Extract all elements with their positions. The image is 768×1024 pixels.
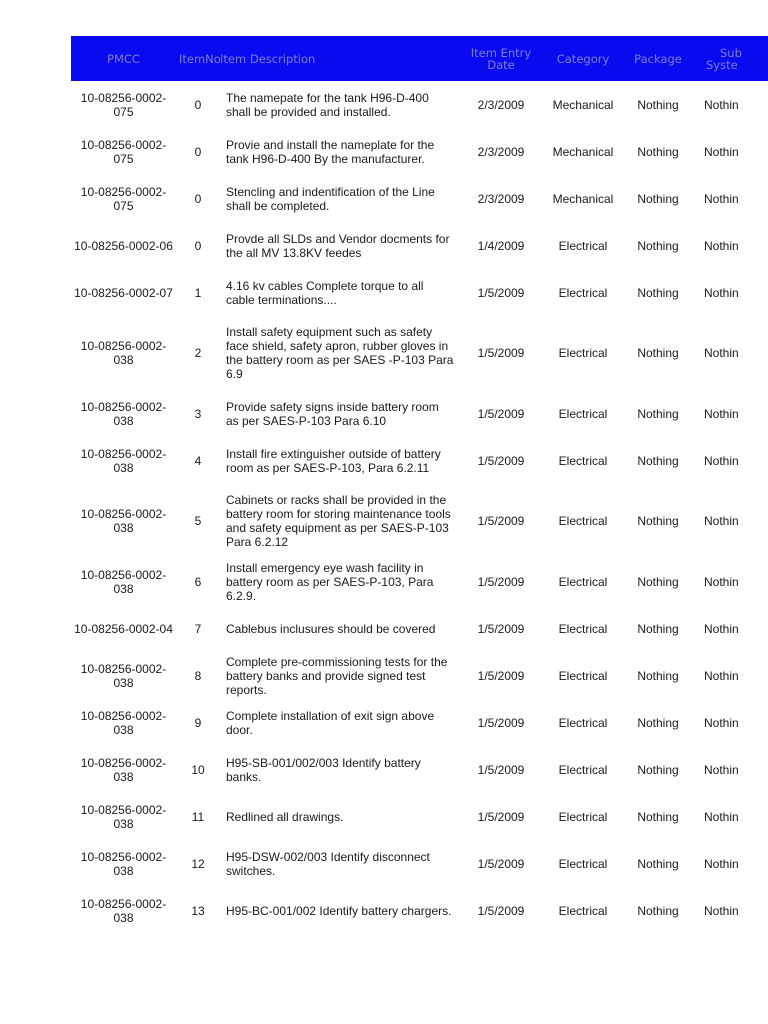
row-item-description: Stencling and indentification of the Line shall be completed. — [226, 184, 435, 213]
row-item-description: H95-BC-001/002 Identify battery chargers. — [226, 903, 452, 918]
row-item-no: 12 — [191, 856, 205, 871]
row-package: Nothing — [637, 346, 679, 360]
row-item-description: Cablebus inclusures should be covered — [226, 621, 436, 636]
row-pmcc: 10-08256-0002-038 — [80, 896, 167, 925]
table-body — [71, 81, 768, 934]
table-row[interactable] — [71, 840, 768, 887]
row-pmcc: 10-08256-0002-038 — [80, 339, 167, 367]
row-pmcc: 10-08256-0002-038 — [80, 802, 167, 831]
row-item-description: Install emergency eye wash facility in battery room as per SAES-P-103, Para 6.2.9. — [226, 560, 434, 603]
row-sub-system: Nothin — [704, 191, 739, 206]
header-category[interactable]: Category — [556, 51, 610, 66]
row-item-description: Provde all SLDs and Vendor docments for the all MV 13.8KV feedes — [226, 231, 450, 260]
row-package: Nothing — [637, 621, 679, 636]
row-package: Nothing — [637, 809, 679, 824]
row-category: Electrical — [558, 346, 608, 360]
row-pmcc: 10-08256-0002-075 — [80, 90, 167, 119]
row-item-description: Cabinets or racks shall be provided in the battery room for storing maintenance tools and safety equipment as per SAES-P-103 Para 6.2.12 — [226, 493, 451, 549]
table-header — [71, 36, 768, 81]
row-item-entry-date: 1/5/2009 — [477, 514, 525, 528]
header-sub-system-line2: Syste — [706, 57, 738, 72]
row-category: Electrical — [558, 903, 608, 918]
row-package: Nothing — [637, 715, 679, 730]
row-category: Electrical — [558, 621, 608, 636]
row-item-entry-date: 1/5/2009 — [477, 762, 525, 777]
row-item-no: 0 — [194, 97, 202, 112]
header-sub-system-line1: Sub — [720, 45, 742, 60]
row-sub-system: Nothin — [704, 144, 739, 159]
row-item-description: Install fire extinguisher outside of battery room as per SAES-P-103, Para 6.2.11 — [226, 446, 441, 475]
row-package: Nothing — [637, 668, 679, 683]
row-category: Electrical — [558, 809, 608, 824]
row-item-description: Complete installation of exit sign above door. — [226, 708, 435, 737]
table-row[interactable] — [71, 558, 768, 605]
row-category: Mechanical — [552, 144, 614, 159]
row-package: Nothing — [637, 191, 679, 206]
table-row[interactable] — [71, 699, 768, 746]
row-package: Nothing — [637, 514, 679, 528]
row-package: Nothing — [637, 762, 679, 777]
row-sub-system: Nothin — [704, 856, 739, 871]
table-row[interactable] — [71, 437, 768, 484]
header-item-description[interactable]: Item Description — [220, 51, 316, 66]
table-row[interactable] — [71, 316, 768, 390]
row-category: Mechanical — [552, 191, 614, 206]
row-pmcc: 10-08256-0002-038 — [80, 567, 167, 596]
table-row[interactable] — [71, 652, 768, 699]
row-item-no: 9 — [194, 715, 202, 730]
table-row[interactable] — [71, 175, 768, 222]
row-category: Electrical — [558, 406, 608, 421]
row-item-description: The namepate for the tank H96-D-400 shall be provided and installed. — [226, 90, 429, 119]
row-category: Electrical — [558, 514, 608, 528]
row-item-entry-date: 1/5/2009 — [477, 453, 525, 468]
row-sub-system: Nothin — [704, 762, 739, 777]
table-row[interactable] — [71, 793, 768, 840]
row-item-no: 5 — [194, 514, 202, 528]
row-item-description: Complete pre-commissioning tests for the battery banks and provide signed test reports. — [226, 654, 448, 697]
header-package[interactable]: Package — [634, 51, 682, 66]
row-pmcc: 10-08256-0002-038 — [80, 708, 167, 737]
row-sub-system: Nothin — [704, 809, 739, 824]
row-item-description: H95-SB-001/002/003 Identify battery banks. — [226, 755, 421, 784]
row-pmcc: 10-08256-0002-038 — [80, 507, 167, 535]
header-pmcc[interactable]: PMCC — [107, 51, 140, 66]
row-item-no: 1 — [194, 285, 202, 300]
row-sub-system: Nothin — [704, 406, 739, 421]
row-item-description: 4.16 kv cables Complete torque to all cable terminations.... — [226, 278, 424, 307]
row-item-no: 8 — [194, 668, 202, 683]
row-category: Electrical — [558, 762, 608, 777]
row-pmcc: 10-08256-0002-075 — [80, 137, 167, 166]
row-item-description: Install safety equipment such as safety face shield, safety apron, rubber gloves in the battery room as per SAES -P-103 Para 6.9 — [226, 325, 454, 381]
row-item-entry-date: 1/5/2009 — [477, 406, 525, 421]
row-pmcc: 10-08256-0002-038 — [80, 755, 167, 784]
row-pmcc: 10-08256-0002-06 — [74, 238, 173, 253]
row-item-no: 7 — [194, 621, 202, 636]
row-sub-system: Nothin — [704, 715, 739, 730]
row-item-entry-date: 1/5/2009 — [477, 809, 525, 824]
row-item-no: 0 — [194, 191, 202, 206]
row-package: Nothing — [637, 903, 679, 918]
row-sub-system: Nothin — [704, 668, 739, 683]
row-item-no: 0 — [194, 144, 202, 159]
row-item-description: Redlined all drawings. — [226, 809, 344, 824]
row-package: Nothing — [637, 97, 679, 112]
row-item-no: 2 — [194, 346, 202, 360]
row-sub-system: Nothin — [704, 514, 739, 528]
row-pmcc: 10-08256-0002-075 — [80, 184, 167, 213]
row-sub-system: Nothin — [704, 621, 739, 636]
row-item-entry-date: 1/4/2009 — [477, 238, 525, 253]
row-item-entry-date: 1/5/2009 — [477, 346, 525, 360]
row-item-entry-date: 2/3/2009 — [477, 191, 525, 206]
row-item-no: 11 — [191, 809, 205, 824]
row-item-no: 10 — [191, 762, 205, 777]
row-sub-system: Nothin — [704, 97, 739, 112]
row-package: Nothing — [637, 574, 679, 589]
table-row[interactable] — [71, 887, 768, 934]
header-item-entry-date[interactable] — [458, 36, 544, 81]
table-row[interactable] — [71, 269, 768, 316]
row-package: Nothing — [637, 144, 679, 159]
row-item-entry-date: 2/3/2009 — [477, 144, 525, 159]
row-pmcc: 10-08256-0002-038 — [80, 399, 167, 428]
row-sub-system: Nothin — [704, 238, 739, 253]
row-category: Electrical — [558, 715, 608, 730]
table-row[interactable] — [71, 746, 768, 793]
table-row[interactable] — [71, 128, 768, 175]
row-category: Mechanical — [552, 97, 614, 112]
row-item-entry-date: 1/5/2009 — [477, 903, 525, 918]
punch-list-sheet — [71, 36, 768, 934]
row-sub-system: Nothin — [704, 285, 739, 300]
header-item-no[interactable]: ItemNo — [179, 51, 221, 66]
row-sub-system: Nothin — [704, 574, 739, 589]
row-item-no: 0 — [194, 238, 202, 253]
header-item-entry-date-line1: Item Entry — [470, 45, 532, 60]
row-package: Nothing — [637, 406, 679, 421]
row-item-description: Provie and install the nameplate for the tank H96-D-400 By the manufacturer. — [226, 137, 435, 166]
row-item-no: 13 — [191, 903, 205, 918]
row-package: Nothing — [637, 453, 679, 468]
table-row[interactable] — [71, 605, 768, 652]
table-row[interactable] — [71, 484, 768, 558]
row-item-description: H95-DSW-002/003 Identify disconnect switches. — [226, 849, 430, 878]
row-category: Electrical — [558, 238, 608, 253]
row-category: Electrical — [558, 668, 608, 683]
row-item-entry-date: 1/5/2009 — [477, 668, 525, 683]
row-item-entry-date: 1/5/2009 — [477, 574, 525, 589]
table-row[interactable] — [71, 81, 768, 128]
row-pmcc: 10-08256-0002-038 — [80, 849, 167, 878]
row-category: Electrical — [558, 856, 608, 871]
row-pmcc: 10-08256-0002-07 — [74, 285, 173, 300]
row-item-entry-date: 1/5/2009 — [477, 285, 525, 300]
row-sub-system: Nothin — [704, 903, 739, 918]
row-sub-system: Nothin — [704, 346, 739, 360]
row-category: Electrical — [558, 453, 608, 468]
row-item-entry-date: 2/3/2009 — [477, 97, 525, 112]
row-sub-system: Nothin — [704, 453, 739, 468]
row-package: Nothing — [637, 238, 679, 253]
row-category: Electrical — [558, 285, 608, 300]
table-row[interactable] — [71, 390, 768, 437]
row-pmcc: 10-08256-0002-038 — [80, 446, 167, 475]
row-item-entry-date: 1/5/2009 — [477, 715, 525, 730]
row-pmcc: 10-08256-0002-04 — [74, 621, 173, 636]
row-item-no: 6 — [194, 574, 202, 589]
row-category: Electrical — [558, 574, 608, 589]
table-row[interactable] — [71, 222, 768, 269]
row-item-entry-date: 1/5/2009 — [477, 621, 525, 636]
row-item-no: 3 — [194, 406, 202, 421]
row-item-description: Provide safety signs inside battery room as per SAES-P-103 Para 6.10 — [226, 399, 439, 428]
row-item-no: 4 — [194, 453, 202, 468]
row-pmcc: 10-08256-0002-038 — [80, 661, 167, 690]
row-package: Nothing — [637, 285, 679, 300]
row-package: Nothing — [637, 856, 679, 871]
punch-list-table — [71, 36, 768, 934]
header-item-entry-date-line2: Date — [487, 57, 515, 72]
header-sub-system[interactable] — [694, 36, 768, 81]
row-item-entry-date: 1/5/2009 — [477, 856, 525, 871]
